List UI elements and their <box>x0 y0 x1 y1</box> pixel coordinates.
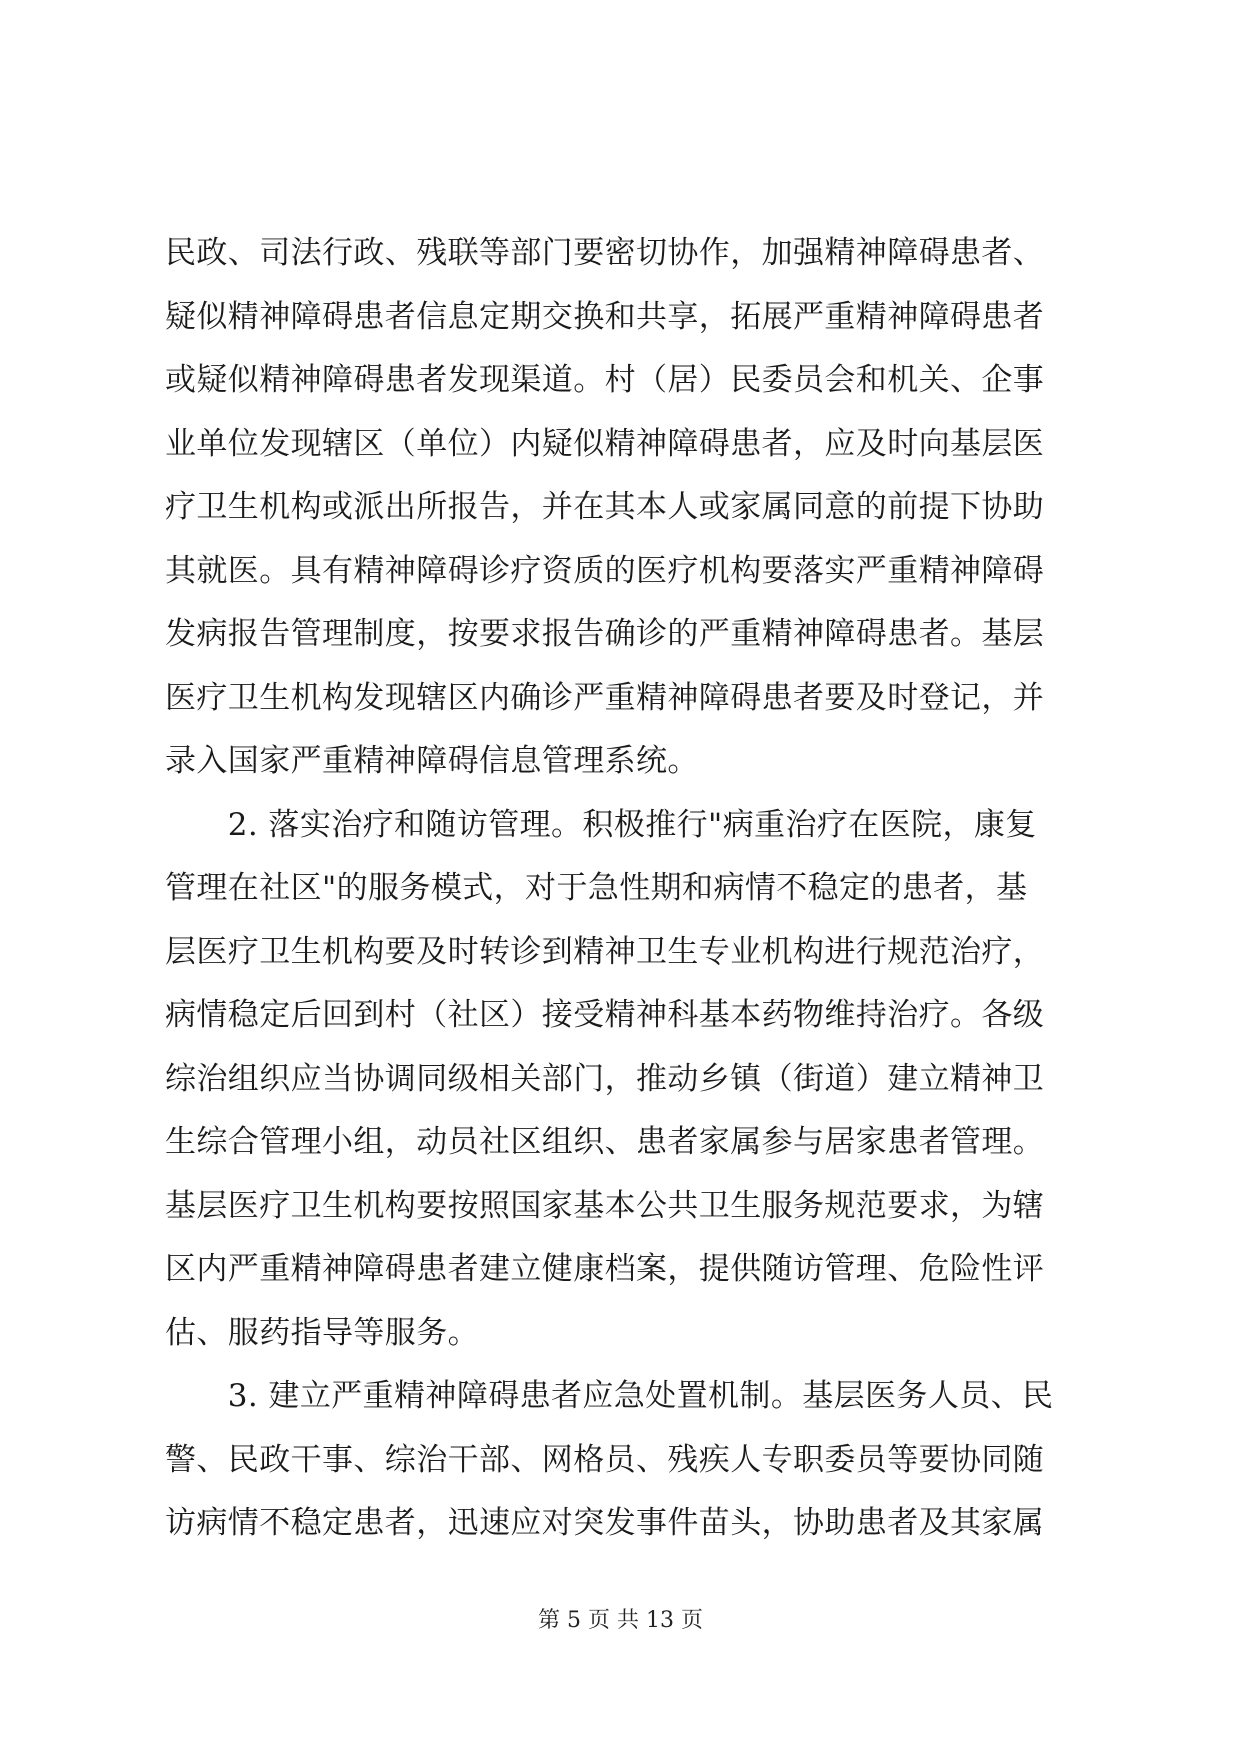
page-number-footer: 第 5 页 共 13 页 <box>538 1608 703 1633</box>
text-line: 医疗卫生机构发现辖区内确诊严重精神障碍患者要及时登记，并 <box>165 679 1045 716</box>
text-line: 估、服药指导等服务。 <box>165 1314 479 1351</box>
text-line: 访病情不稳定患者，迅速应对突发事件苗头，协助患者及其家属 <box>165 1505 1045 1541</box>
text-line: 区内严重精神障碍患者建立健康档案，提供随访管理、危险性评 <box>165 1251 1045 1287</box>
text-line: 基层医疗卫生机构要按照国家基本公共卫生服务规范要求，为辖 <box>165 1187 1045 1224</box>
text-line: 民政、司法行政、残联等部门要密切协作，加强精神障碍患者、 <box>165 235 1045 271</box>
text-line: 其就医。具有精神障碍诊疗资质的医疗机构要落实严重精神障碍 <box>165 552 1045 589</box>
text-line: 警、民政干事、综治干部、网格员、残疾人专职委员等要协同随 <box>165 1441 1045 1478</box>
text-line: 录入国家严重精神障碍信息管理系统。 <box>165 743 699 779</box>
text-line: 业单位发现辖区（单位）内疑似精神障碍患者，应及时向基层医 <box>165 425 1045 462</box>
text-line: 生综合管理小组，动员社区组织、患者家属参与居家患者管理。 <box>165 1124 1045 1160</box>
text-line: 管理在社区"的服务模式，对于急性期和病情不稳定的患者，基 <box>165 870 1028 906</box>
text-line: 3. 建立严重精神障碍患者应急处置机制。基层医务人员、民 <box>165 1378 1054 1414</box>
body-text <box>165 222 1095 1556</box>
text-line: 发病报告管理制度，按要求报告确诊的严重精神障碍患者。基层 <box>165 616 1045 652</box>
text-line: 疑似精神障碍患者信息定期交换和共享，拓展严重精神障碍患者 <box>165 298 1045 335</box>
text-line: 2. 落实治疗和随访管理。积极推行"病重治疗在医院，康复 <box>165 806 1037 843</box>
text-line: 疗卫生机构或派出所报告，并在其本人或家属同意的前提下协助 <box>165 489 1045 525</box>
text-line: 层医疗卫生机构要及时转诊到精神卫生专业机构进行规范治疗， <box>165 933 1045 970</box>
text-line: 综治组织应当协调同级相关部门，推动乡镇（街道）建立精神卫 <box>165 1060 1045 1097</box>
text-line: 或疑似精神障碍患者发现渠道。村（居）民委员会和机关、企事 <box>165 362 1045 398</box>
text-line: 病情稳定后回到村（社区）接受精神科基本药物维持治疗。各级 <box>165 997 1045 1033</box>
